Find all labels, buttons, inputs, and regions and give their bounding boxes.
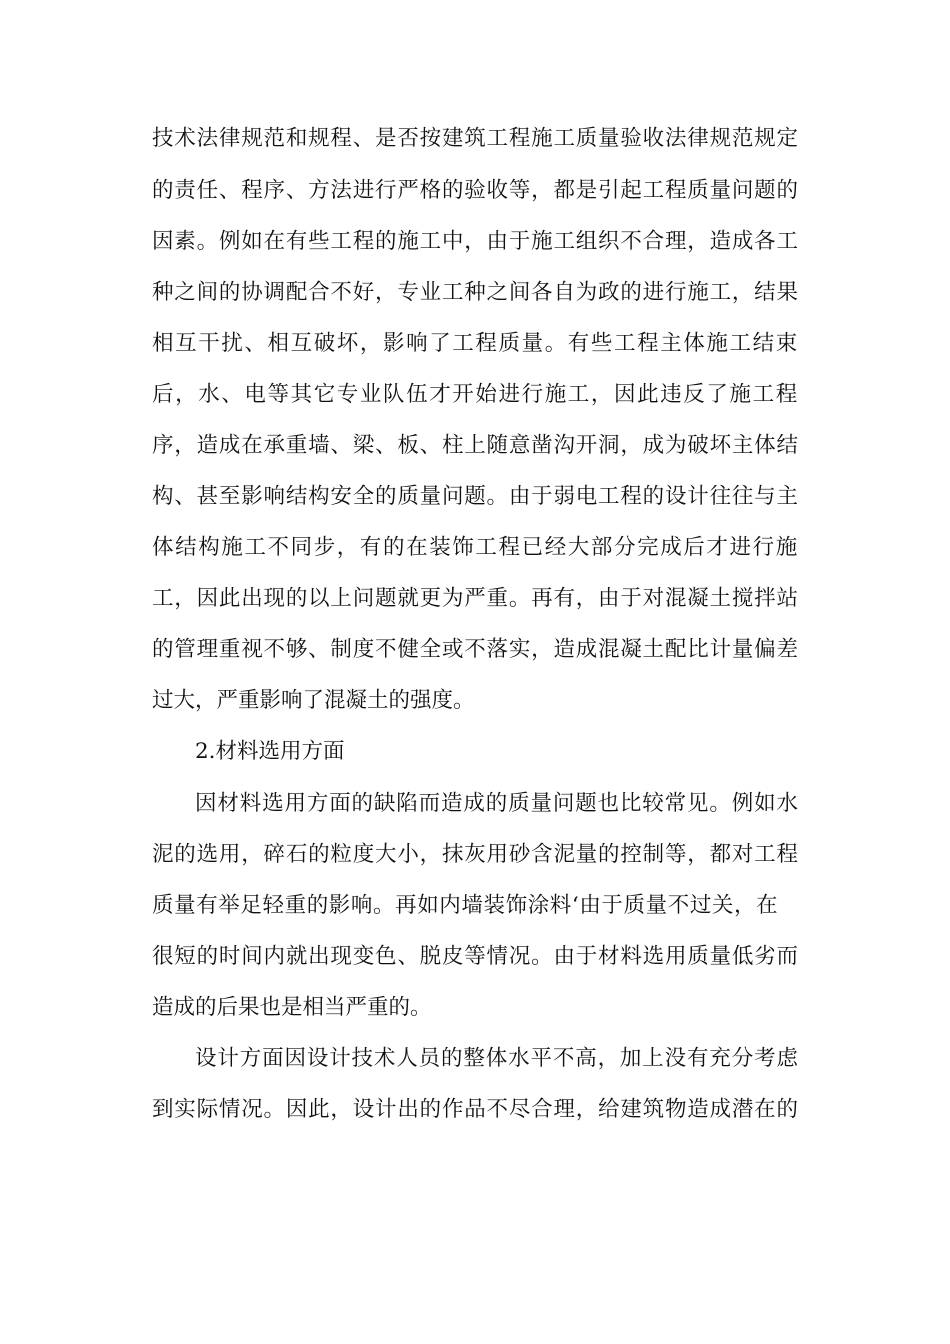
paragraph-line: 相互干扰、相互破坏，影响了工程质量。有些工程主体施工结束 [152,331,799,356]
section-heading: 2.材料选用方面 [195,739,345,764]
paragraph-line: 设计方面因设计技术人员的整体水平不高，加上没有充分考虑 [195,1046,798,1071]
paragraph-line: 构、甚至影响结构安全的质量问题。由于弱电工程的设计往往与主 [152,484,798,509]
paragraph-line: 种之间的协调配合不好，专业工种之间各自为政的进行施工，结果 [152,280,798,305]
paragraph-line: 到实际情况。因此，设计出的作品不尽合理，给建筑物造成潜在的 [152,1097,798,1122]
paragraph-line: 体结构施工不同步，有的在装饰工程已经大部分完成后才进行施 [152,535,799,560]
paragraph-line: 的责任、程序、方法进行严格的验收等，都是引起工程质量问题的 [152,178,798,203]
paragraph-line: 因材料选用方面的缺陷而造成的质量问题也比较常见。例如水 [195,791,798,816]
paragraph-line: 质量有举足轻重的影响。再如内墙装饰涂料‘由于质量不过关，在 [152,893,779,918]
paragraph-line: 造成的后果也是相当严重的。 [152,995,432,1020]
paragraph-line: 过大，严重影响了混凝土的强度。 [152,688,475,713]
paragraph-line: 后，水、电等其它专业队伍才开始进行施工，因此违反了施工程 [152,382,799,407]
paragraph-line: 序，造成在承重墙、梁、板、柱上随意凿沟开洞，成为破坏主体结 [152,433,798,458]
paragraph-line: 很短的时间内就出现变色、脱皮等情况。由于材料选用质量低劣而 [152,944,798,969]
paragraph-line: 工，因此出现的以上问题就更为严重。再有，由于对混凝土搅拌站 [152,586,798,611]
paragraph-line: 因素。例如在有些工程的施工中，由于施工组织不合理，造成各工 [152,229,798,254]
paragraph-line: 泥的选用，碎石的粒度大小，抹灰用砂含泥量的控制等，都对工程 [152,842,798,867]
paragraph-line: 的管理重视不够、制度不健全或不落实，造成混凝土配比计量偏差 [152,637,798,662]
paragraph-line: 技术法律规范和规程、是否按建筑工程施工质量验收法律规范规定 [152,126,798,151]
